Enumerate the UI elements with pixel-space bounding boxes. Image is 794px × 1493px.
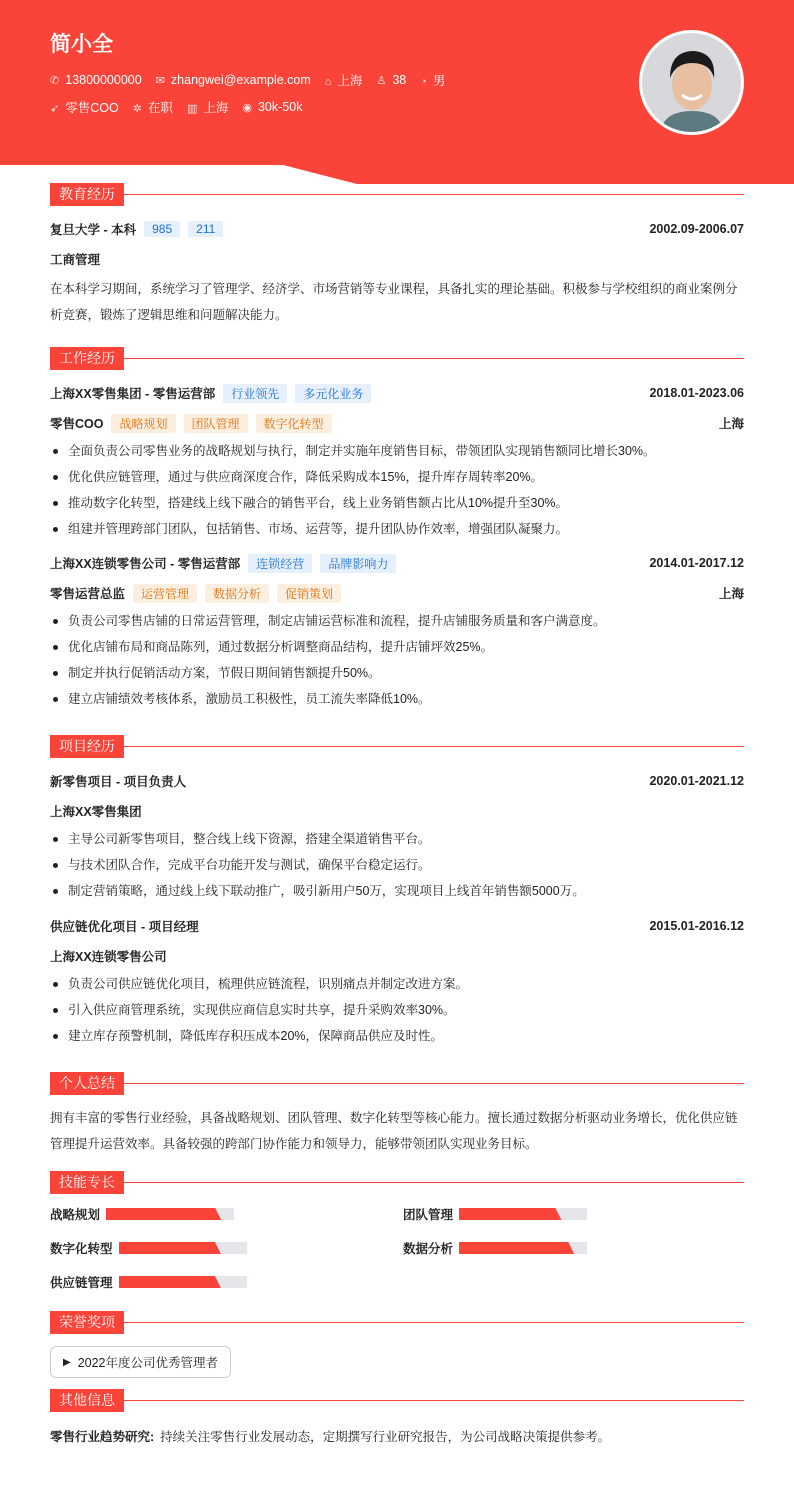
tag: 行业领先 bbox=[223, 384, 287, 403]
gender: 男 bbox=[432, 74, 446, 88]
tag: 数字化转型 bbox=[256, 414, 332, 433]
skill-name: 战略规划 bbox=[50, 1208, 101, 1222]
skill-bar-fill bbox=[119, 1276, 221, 1288]
skill-name: 供应链管理 bbox=[50, 1276, 113, 1290]
section-title: 荣誉奖项 bbox=[50, 1311, 124, 1334]
phone: 13800000000 bbox=[65, 73, 142, 87]
status-icon: ✲ bbox=[132, 103, 142, 115]
bullet-item: 组建并管理跨部门团队，包括销售、市场、运营等，提升团队协作效率，增强团队凝聚力。 bbox=[50, 516, 744, 542]
section-divider bbox=[124, 1182, 744, 1183]
bullet-item: 制定并执行促销活动方案，节假日期间销售额提升50%。 bbox=[50, 660, 744, 686]
project-name: 新零售项目 - 项目负责人 bbox=[50, 775, 187, 789]
tag: 团队管理 bbox=[184, 414, 248, 433]
contact-row bbox=[50, 71, 445, 89]
section-divider bbox=[124, 746, 744, 747]
section-title: 项目经历 bbox=[50, 735, 124, 758]
bullet-item: 负责公司供应链优化项目，梳理供应链流程，识别痛点并制定改进方案。 bbox=[50, 971, 744, 997]
section-title: 技能专长 bbox=[50, 1171, 124, 1194]
tag: 促销策划 bbox=[277, 584, 341, 603]
building-icon: ▥ bbox=[186, 103, 198, 115]
skill-bar-fill bbox=[459, 1242, 574, 1254]
salary: 30k-50k bbox=[257, 100, 303, 114]
send-icon: ➶ bbox=[50, 103, 60, 115]
award-item[interactable] bbox=[50, 1346, 231, 1378]
bullet-list bbox=[50, 608, 744, 712]
work-city: 上海 bbox=[718, 417, 744, 431]
city: 上海 bbox=[337, 74, 363, 88]
skill-name: 数据分析 bbox=[403, 1242, 454, 1256]
other-info bbox=[50, 1424, 744, 1450]
skill-name: 数字化转型 bbox=[50, 1242, 113, 1256]
work-city: 上海 bbox=[203, 101, 229, 115]
section-divider bbox=[124, 194, 744, 195]
section-awards bbox=[50, 1310, 744, 1334]
age-icon: ♙ bbox=[376, 75, 387, 87]
bullet-item: 优化店铺布局和商品陈列，通过数据分析调整商品结构，提升店铺坪效25%。 bbox=[50, 634, 744, 660]
skill-bar-fill bbox=[459, 1208, 561, 1220]
home-icon: ⌂ bbox=[324, 76, 332, 88]
date: 2015.01-2016.12 bbox=[649, 919, 744, 933]
skill-bar-fill bbox=[119, 1242, 221, 1254]
skill-bar bbox=[119, 1276, 247, 1288]
company: 上海XX连锁零售公司 - 零售运营部 bbox=[50, 557, 241, 571]
tag: 多元化业务 bbox=[295, 384, 371, 403]
bullet-list bbox=[50, 438, 744, 542]
education-row bbox=[50, 214, 744, 244]
other-text: 持续关注零售行业发展动态，定期撰写行业研究报告，为公司战略决策提供参考。 bbox=[160, 1430, 611, 1444]
bullet-item: 推动数字化转型，搭建线上线下融合的销售平台，线上业务销售额占比从10%提升至30%。 bbox=[50, 490, 744, 516]
tag: 数据分析 bbox=[205, 584, 269, 603]
triangle-right-icon: ▶ bbox=[63, 1356, 71, 1368]
project-row bbox=[50, 766, 744, 796]
major: 工商管理 bbox=[50, 253, 101, 267]
bullet-item: 主导公司新零售项目，整合线上线下资源，搭建全渠道销售平台。 bbox=[50, 826, 744, 852]
avatar bbox=[639, 30, 744, 135]
section-projects bbox=[50, 734, 744, 758]
skill-item bbox=[50, 1272, 403, 1292]
role: 零售COO bbox=[50, 417, 104, 431]
skill-bar bbox=[119, 1242, 247, 1254]
tag: 运营管理 bbox=[133, 584, 197, 603]
tag: 品牌影响力 bbox=[320, 554, 396, 573]
school: 复旦大学 - 本科 bbox=[50, 223, 137, 237]
bullet-list bbox=[50, 826, 744, 904]
section-title: 个人总结 bbox=[50, 1072, 124, 1095]
project-org: 上海XX零售集团 bbox=[50, 805, 142, 819]
role-row bbox=[50, 578, 744, 608]
section-work bbox=[50, 346, 744, 370]
status: 在职 bbox=[147, 101, 173, 115]
section-divider bbox=[124, 1322, 744, 1323]
bullet-item: 制定营销策略，通过线上线下联动推广，吸引新用户50万，实现项目上线首年销售额5000万。 bbox=[50, 878, 744, 904]
work-city: 上海 bbox=[718, 587, 744, 601]
section-other bbox=[50, 1388, 744, 1412]
section-title: 工作经历 bbox=[50, 347, 124, 370]
bullet-item: 负责公司零售店铺的日常运营管理，制定店铺运营标准和流程，提升店铺服务质量和客户满意度。 bbox=[50, 608, 744, 634]
project-org: 上海XX连锁零售公司 bbox=[50, 950, 167, 964]
bullet-list bbox=[50, 971, 744, 1049]
tag: 985 bbox=[144, 221, 180, 237]
skill-bar bbox=[459, 1242, 587, 1254]
candidate-name: 简小全 bbox=[50, 33, 113, 56]
date: 2002.09-2006.07 bbox=[649, 222, 744, 236]
bullet-item: 全面负责公司零售业务的战略规划与执行，制定并实施年度销售目标，带领团队实现销售额同比增长30%。 bbox=[50, 438, 744, 464]
other-label: 零售行业趋势研究: bbox=[50, 1430, 155, 1444]
age: 38 bbox=[392, 73, 407, 87]
company-row bbox=[50, 548, 744, 578]
skill-name: 团队管理 bbox=[403, 1208, 454, 1222]
section-divider bbox=[124, 1400, 744, 1401]
role-row bbox=[50, 408, 744, 438]
position: 零售COO bbox=[65, 101, 119, 115]
org-row bbox=[50, 796, 744, 826]
salary-icon: ◉ bbox=[242, 102, 252, 114]
bullet-item: 优化供应链管理，通过与供应商深度合作，降低采购成本15%，提升库存周转率20%。 bbox=[50, 464, 744, 490]
summary-text: 拥有丰富的零售行业经验，具备战略规划、团队管理、数字化转型等核心能力。擅长通过数据分析驱动业务增长，优化供应链管理提升运营效率。具备较强的跨部门协作能力和领导力，能够带领团队实现业务目标。 bbox=[50, 1111, 738, 1151]
bullet-item: 与技术团队合作，完成平台功能开发与测试，确保平台稳定运行。 bbox=[50, 852, 744, 878]
company: 上海XX零售集团 - 零售运营部 bbox=[50, 387, 216, 401]
tag: 战略规划 bbox=[111, 414, 175, 433]
major-row bbox=[50, 244, 744, 274]
job-row bbox=[50, 98, 302, 116]
phone-icon: ✆ bbox=[50, 75, 60, 87]
section-title: 其他信息 bbox=[50, 1389, 124, 1412]
section-summary bbox=[50, 1071, 744, 1095]
bullet-item: 建立库存预警机制，降低库存积压成本20%，保障商品供应及时性。 bbox=[50, 1023, 744, 1049]
bullet-item: 引入供应商管理系统，实现供应商信息实时共享，提升采购效率30%。 bbox=[50, 997, 744, 1023]
section-education bbox=[50, 182, 744, 206]
project-name: 供应链优化项目 - 项目经理 bbox=[50, 920, 199, 934]
skill-bar-fill bbox=[106, 1208, 221, 1220]
org-row bbox=[50, 941, 744, 971]
date: 2020.01-2021.12 bbox=[649, 774, 744, 788]
section-skills bbox=[50, 1170, 744, 1194]
skill-item bbox=[403, 1238, 744, 1258]
section-title: 教育经历 bbox=[50, 183, 124, 206]
bullet-item: 建立店铺绩效考核体系，激励员工积极性，员工流失率降低10%。 bbox=[50, 686, 744, 712]
gender-icon: ◔ bbox=[420, 76, 427, 88]
skill-item bbox=[50, 1204, 403, 1224]
email: zhangwei@example.com bbox=[170, 73, 311, 87]
tag: 211 bbox=[188, 221, 223, 237]
mail-icon: ✉ bbox=[155, 75, 165, 87]
skill-item bbox=[50, 1238, 403, 1258]
date: 2018.01-2023.06 bbox=[649, 386, 744, 400]
project-row bbox=[50, 911, 744, 941]
date: 2014.01-2017.12 bbox=[649, 556, 744, 570]
section-divider bbox=[124, 1083, 744, 1084]
skill-bar bbox=[106, 1208, 234, 1220]
award-text: 2022年度公司优秀管理者 bbox=[77, 1356, 219, 1370]
role: 零售运营总监 bbox=[50, 587, 126, 601]
section-divider bbox=[124, 358, 744, 359]
company-row bbox=[50, 378, 744, 408]
tag: 连锁经营 bbox=[248, 554, 312, 573]
skill-bar bbox=[459, 1208, 587, 1220]
skill-item bbox=[403, 1204, 744, 1224]
skills-grid bbox=[50, 1204, 744, 1292]
education-desc: 在本科学习期间，系统学习了管理学、经济学、市场营销等专业课程，具备扎实的理论基础。积极参与学校组织的商业案例分析竞赛，锻炼了逻辑思维和问题解决能力。 bbox=[50, 282, 738, 322]
